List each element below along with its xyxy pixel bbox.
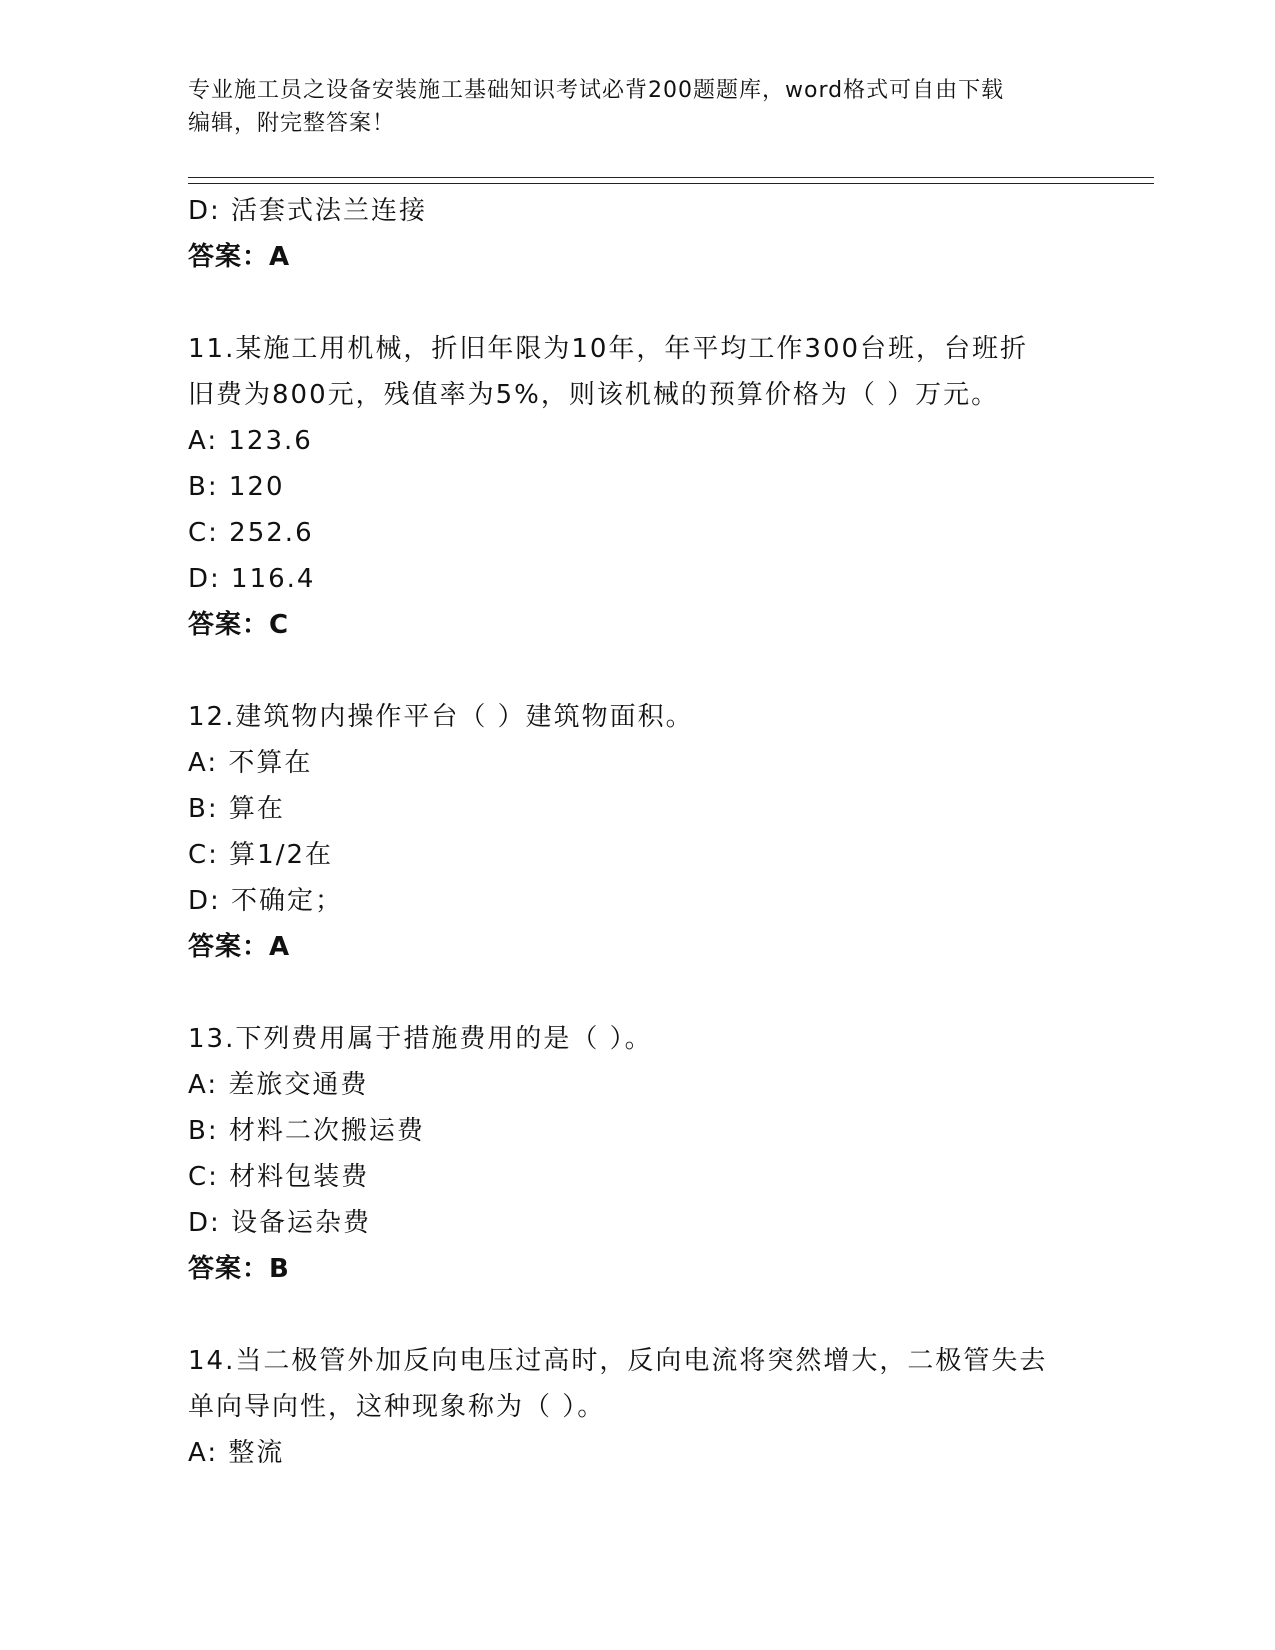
question-text-line: 旧费为800元，残值率为5%，则该机械的预算价格为（ ）万元。 xyxy=(188,380,1000,410)
option-b: B: 算在 xyxy=(188,794,285,824)
option-d: D: 活套式法兰连接 xyxy=(188,196,428,226)
option-d: D: 不确定； xyxy=(188,886,344,916)
question-text-line: 单向导向性，这种现象称为（ ）。 xyxy=(188,1392,606,1422)
question-text-line: 13.下列费用属于措施费用的是（ ）。 xyxy=(188,1024,653,1054)
question-block xyxy=(188,1338,1088,1476)
question-block xyxy=(188,188,1088,280)
question-block xyxy=(188,326,1088,648)
document-header xyxy=(188,74,1088,140)
option-c: C: 算1/2在 xyxy=(188,840,334,870)
question-list xyxy=(188,188,1088,1476)
option-a: A: 不算在 xyxy=(188,748,313,778)
answer-line: 答案：C xyxy=(188,610,290,640)
header-title-line-2: 编辑，附完整答案！ xyxy=(188,111,396,136)
header-title-line-1: 专业施工员之设备安装施工基础知识考试必背200题题库，word格式可自由下载 xyxy=(188,78,1005,103)
header-divider-top xyxy=(188,177,1154,178)
option-a: A: 整流 xyxy=(188,1438,285,1468)
option-a: A: 123.6 xyxy=(188,426,313,456)
option-d: D: 116.4 xyxy=(188,564,316,594)
answer-line: 答案：B xyxy=(188,1254,290,1284)
option-c: C: 材料包装费 xyxy=(188,1162,370,1192)
question-text-line: 11.某施工用机械，折旧年限为10年，年平均工作300台班，台班折 xyxy=(188,334,1029,364)
option-a: A: 差旅交通费 xyxy=(188,1070,369,1100)
answer-line: 答案：A xyxy=(188,242,291,272)
option-d: D: 设备运杂费 xyxy=(188,1208,372,1238)
option-c: C: 252.6 xyxy=(188,518,314,548)
header-divider-bottom xyxy=(188,183,1154,184)
option-b: B: 材料二次搬运费 xyxy=(188,1116,425,1146)
answer-line: 答案：A xyxy=(188,932,291,962)
question-block xyxy=(188,1016,1088,1292)
question-text-line: 14.当二极管外加反向电压过高时，反向电流将突然增大，二极管失去 xyxy=(188,1346,1048,1376)
question-block xyxy=(188,694,1088,970)
question-text-line: 12.建筑物内操作平台（ ）建筑物面积。 xyxy=(188,702,694,732)
option-b: B: 120 xyxy=(188,472,285,502)
